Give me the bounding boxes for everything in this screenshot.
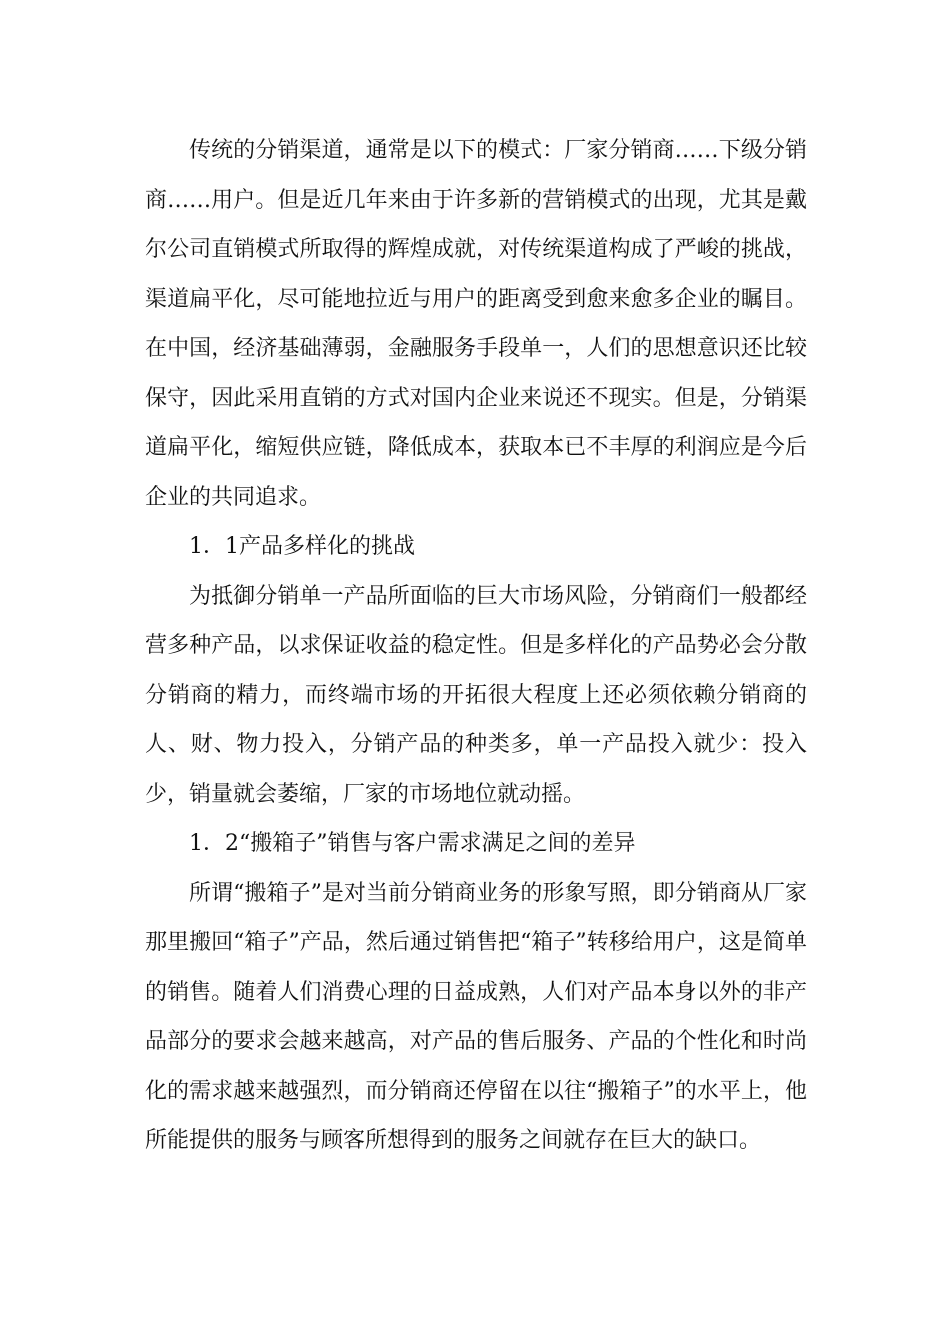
paragraph-distribution-channels: 传统的分销渠道，通常是以下的模式：厂家分销商……下级分销商……用户。但是近几年来由于许多新的营销模式的出现，尤其是戴尔公司直销模式所取得的辉煌成就，对传统渠道构成了严峻的挑战，渠道扁平化，尽可能地拉近与用户的距离受到愈来愈多企业的瞩目。在中国，经济基础薄弱，金融服务手段单一，人们的思想意识还比较保守，因此采用直销的方式对国内企业来说还不现实。但是，分销渠道扁平化，缩短供应链，降低成本，获取本已不丰厚的利润应是今后企业的共同追求。 (145, 138, 807, 510)
paragraph-moving-boxes: 所谓“搬箱子”是对当前分销商业务的形象写照，即分销商从厂家那里搬回“箱子”产品，然后通过销售把“箱子”转移给用户，这是简单的销售。随着人们消费心理的日益成熟，人们对产品本身以外的非产品部分的要求会越来越高，对产品的售后服务、产品的个性化和时尚化的需求越来越强烈，而分销商还停留在以往“搬箱子”的水平上，他所能提供的服务与顾客所想得到的服务之间就存在巨大的缺口。 (145, 880, 807, 1153)
section-heading-1-2: 1．2“搬箱子”销售与客户需求满足之间的差异 (189, 831, 636, 856)
section-heading-1-1: 1．1产品多样化的挑战 (189, 534, 415, 559)
paragraph-product-diversification: 为抵御分销单一产品所面临的巨大市场风险，分销商们一般都经营多种产品，以求保证收益的稳定性。但是多样化的产品势必会分散分销商的精力，而终端市场的开拓很大程度上还必须依赖分销商的人、财、物力投入，分销产品的种类多，单一产品投入就少：投入少，销量就会萎缩，厂家的市场地位就动摇。 (145, 583, 807, 807)
document-body (145, 126, 807, 1166)
